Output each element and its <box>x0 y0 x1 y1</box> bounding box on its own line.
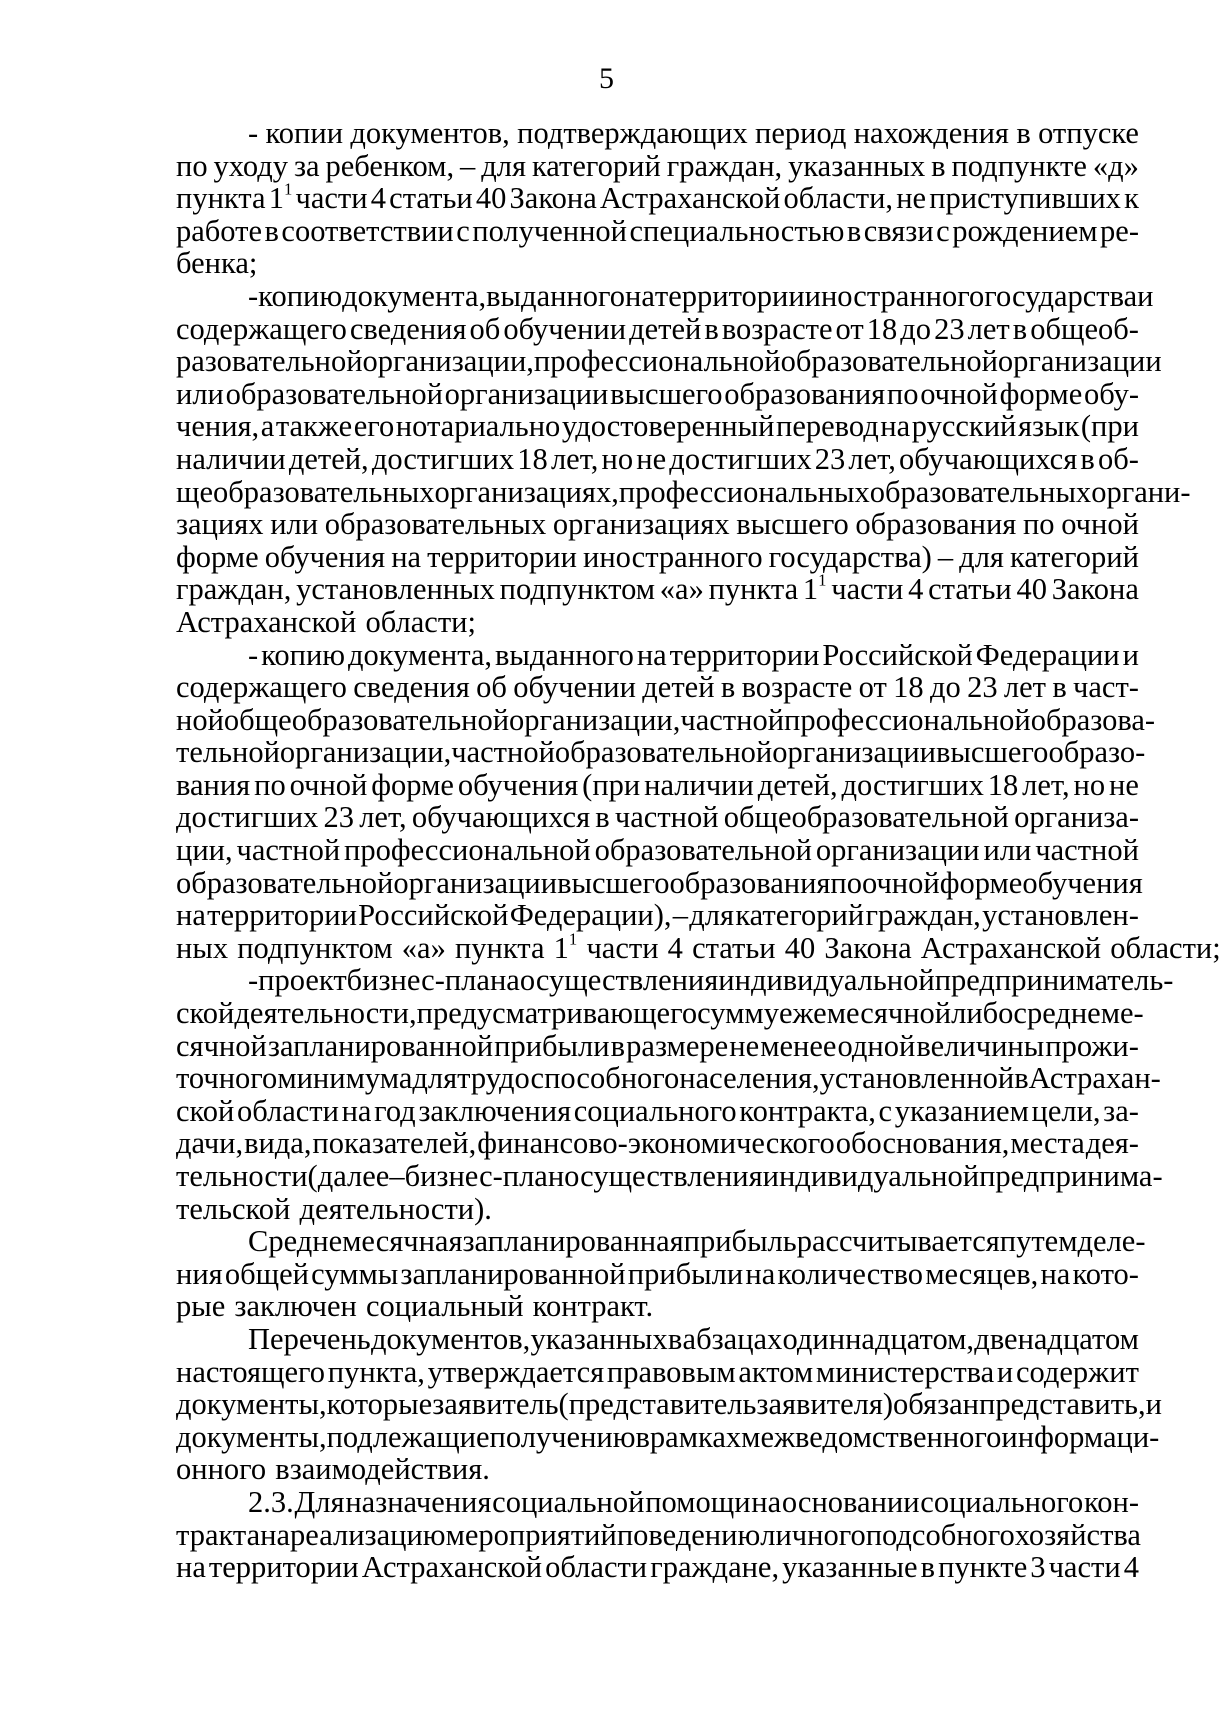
text-line: - копию документа, выданного на территории Российской Федерации и <box>248 637 1139 672</box>
text-line: вания по очной форме обучения (при наличии детей, достигших 18 лет, но не <box>176 767 1139 802</box>
text-line: Среднемесячная запланированная прибыль рассчитывается путем деле- <box>248 1224 1146 1259</box>
text-line: - копию документа, выданного на территории иностранного государства и <box>248 278 1154 313</box>
text-line: на территории Российской Федерации), – для категорий граждан, установлен- <box>176 898 1139 933</box>
document-body <box>176 116 1221 1585</box>
text-line: тельной организации, частной образовательной организации высшего образо- <box>176 735 1146 770</box>
text-line: содержащего сведения об обучении детей в возрасте от 18 до 23 лет в общеоб- <box>176 311 1139 346</box>
text-line: точного минимума для трудоспособного населения, установленной в Астрахан- <box>176 1061 1161 1096</box>
text-line: содержащего сведения об обучении детей в возрасте от 18 до 23 лет в част- <box>176 670 1139 705</box>
text-line: тельности (далее – бизнес-план осуществления индивидуальной предпринима- <box>176 1159 1163 1193</box>
text-line: на территории Астраханской области граждане, указанные в пункте 3 части 4 <box>176 1550 1139 1585</box>
text-line: 2.3. Для назначения социальной помощи на основании социального кон- <box>248 1484 1139 1519</box>
text-line: щеобразовательных организациях, профессиональных образовательных органи- <box>176 474 1191 509</box>
text-line: граждан, установленных подпунктом «а» пункта $1^1$ части 4 статьи 40 Закона <box>176 570 1139 607</box>
text-line: сячной запланированной прибыли в размере не менее одной величины прожи- <box>176 1028 1139 1063</box>
text-line: дачи, вида, показателей, финансово-экономического обоснования, места дея- <box>176 1126 1139 1161</box>
text-line: документы, которые заявитель (представитель заявителя) обязан представить, и <box>176 1387 1162 1422</box>
text-line: тракта на реализацию мероприятий по ведению личного подсобного хозяйства <box>176 1517 1141 1552</box>
text-line: тельской деятельности). <box>176 1191 492 1226</box>
text-line: разовательной организации, профессиональной образовательной организации <box>176 344 1162 379</box>
text-line: Астраханской области; <box>176 604 476 639</box>
text-line: ции, частной профессиональной образовательной организации или частной <box>176 833 1139 868</box>
text-line: - проект бизнес-плана осуществления индивидуальной предприниматель- <box>248 963 1174 998</box>
text-line: пункта $1^1$ части 4 статьи 40 Закона Астраханской области, не приступивших к <box>176 179 1139 216</box>
text-line: по уходу за ребенком, – для категорий граждан, указанных в подпункте «д» <box>176 148 1139 183</box>
text-line: настоящего пункта, утверждается правовым актом министерства и содержит <box>176 1354 1139 1389</box>
text-line: или образовательной организации высшего образования по очной форме обу- <box>176 376 1139 411</box>
text-line: рые заключен социальный контракт. <box>176 1289 654 1324</box>
text-line: ской деятельности, предусматривающего сумму ежемесячной либо среднеме- <box>176 996 1144 1031</box>
text-line: онного взаимодействия. <box>176 1452 490 1487</box>
text-line: ных подпунктом «а» пункта $1^1$ части 4 статьи 40 Закона Астраханской области; <box>176 929 1221 965</box>
text-line: наличии детей, достигших 18 лет, но не достигших 23 лет, обучающихся в об- <box>176 441 1139 476</box>
page-number: 5 <box>599 62 614 95</box>
text-line: - копии документов, подтверждающих период нахождения в отпуске <box>248 116 1139 150</box>
text-line: Перечень документов, указанных в абзацах одиннадцатом, двенадцатом <box>248 1321 1139 1356</box>
text-line: зациях или образовательных организациях высшего образования по очной <box>176 507 1139 542</box>
text-line: образовательной организации высшего образования по очной форме обучения <box>176 865 1143 900</box>
text-line: бенка; <box>176 246 258 281</box>
text-line: ной общеобразовательной организации, частной профессиональной образова- <box>176 702 1156 737</box>
text-line: форме обучения на территории иностранного государства) – для категорий <box>176 539 1139 574</box>
text-line: ния общей суммы запланированной прибыли на количество месяцев, на кото- <box>176 1256 1139 1291</box>
text-line: работе в соответствии с полученной специальностью в связи с рождением ре- <box>176 213 1139 248</box>
text-line: ской области на год заключения социального контракта, с указанием цели, за- <box>176 1093 1139 1128</box>
text-line: достигших 23 лет, обучающихся в частной общеобразовательной организа- <box>176 800 1139 835</box>
text-line: документы, подлежащие получению в рамках межведомственного информаци- <box>176 1419 1160 1454</box>
text-line: чения, а также его нотариально удостоверенный перевод на русский язык (при <box>176 409 1139 444</box>
